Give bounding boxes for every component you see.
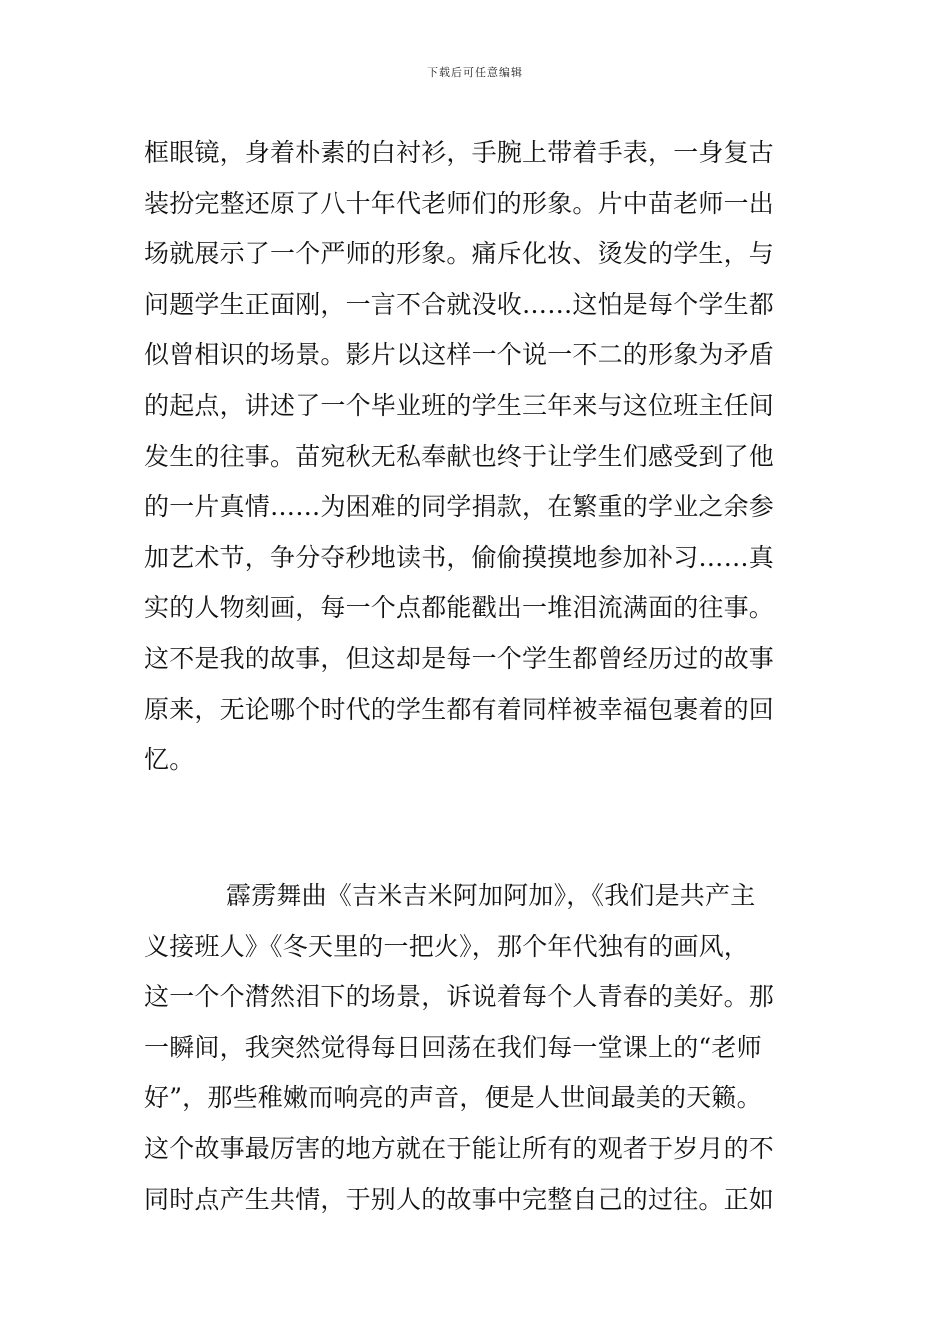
text-line: 义接班人》《冬天里的一把火》，那个年代独有的画风， <box>144 931 750 961</box>
text-line: 发生的往事。苗宛秋无私奉献也终于让学生们感受到了他 <box>144 441 775 471</box>
text-line: 似曾相识的场景。影片以这样一个说一不二的形象为矛盾 <box>144 340 775 370</box>
paragraph-2 <box>144 871 809 1225</box>
page-header: 下载后可任意编辑 <box>427 66 523 79</box>
text-line: 装扮完整还原了八十年代老师们的形象。片中苗老师一出 <box>144 188 775 218</box>
paragraph-1 <box>144 128 809 786</box>
text-line: 好”，那些稚嫩而响亮的声音，便是人世间最美的天籁。 <box>144 1083 762 1113</box>
text-line: 的起点，讲述了一个毕业班的学生三年来与这位班主任间 <box>144 390 775 420</box>
text-line: 这个故事最厉害的地方就在于能让所有的观者于岁月的不 <box>144 1133 775 1163</box>
text-line: 这不是我的故事，但这却是每一个学生都曾经历过的故事 <box>144 643 775 673</box>
text-line: 同时点产生共情，于别人的故事中完整自己的过往。正如 <box>144 1184 775 1214</box>
text-line: 原来，无论哪个时代的学生都有着同样被幸福包裹着的回 <box>144 694 775 724</box>
text-line: 的一片真情……为困难的同学捐款，在繁重的学业之余参 <box>144 492 775 522</box>
text-line: 实的人物刻画，每一个点都能戳出一堆泪流满面的往事。 <box>144 593 775 623</box>
text-line: 霹雳舞曲《吉米吉米阿加阿加》，《我们是共产主 <box>226 881 756 910</box>
text-line: 加艺术节，争分夺秒地读书，偷偷摸摸地参加补习……真 <box>144 542 775 572</box>
text-line: 一瞬间，我突然觉得每日回荡在我们每一堂课上的“老师 <box>144 1032 762 1062</box>
text-line: 忆。 <box>144 745 195 775</box>
text-line: 这一个个潸然泪下的场景，诉说着每个人青春的美好。那 <box>144 982 775 1012</box>
text-line: 问题学生正面刚，一言不合就没收……这怕是每个学生都 <box>144 289 775 319</box>
text-line: 场就展示了一个严师的形象。痛斥化妆、烫发的学生，与 <box>144 239 775 269</box>
text-line: 框眼镜，身着朴素的白衬衫，手腕上带着手表，一身复古 <box>144 138 775 167</box>
